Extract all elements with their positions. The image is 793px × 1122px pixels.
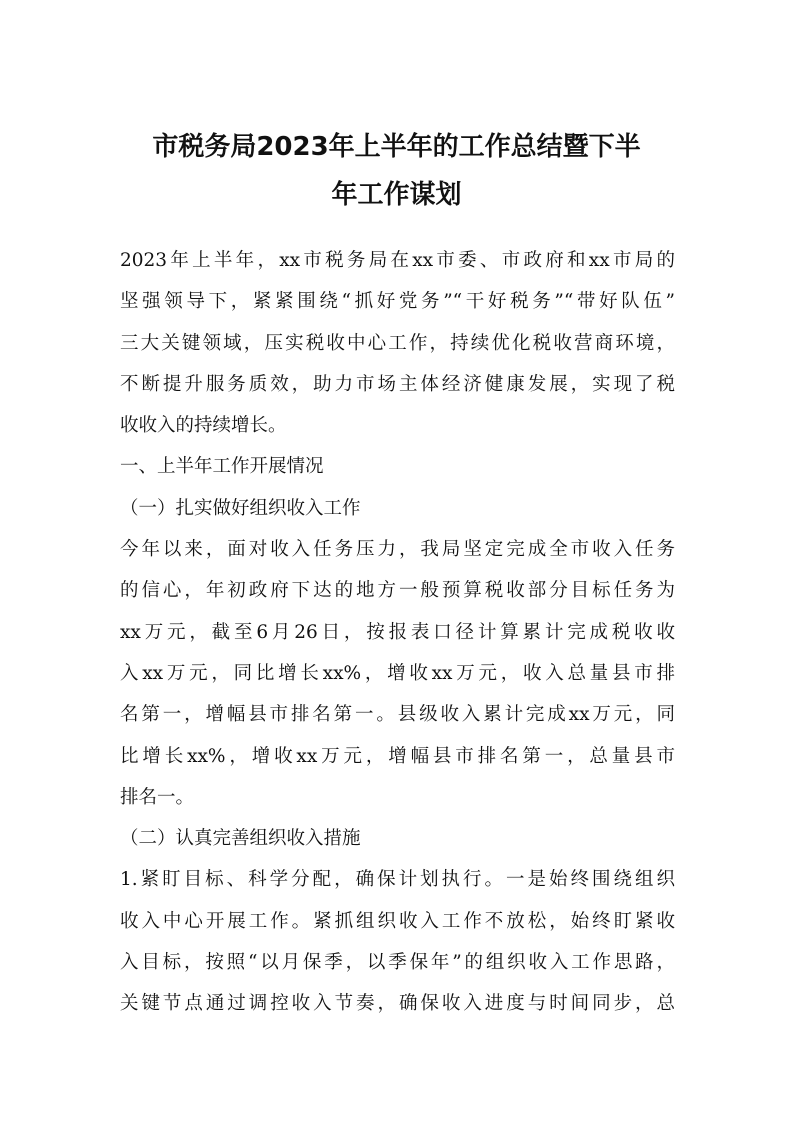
body-text-line: 收收入的持续增长。	[120, 415, 287, 437]
document-title-line-1: 市税务局2023年上半年的工作总结暨下半	[152, 132, 641, 162]
body-text-line: 不断提升服务质效，助力市场主体经济健康发展，实现了税	[120, 373, 675, 395]
body-text-line: 今年以来，面对收入任务压力，我局坚定完成全市收入任务	[120, 539, 675, 561]
body-text-line: （一）扎实做好组织收入工作	[120, 497, 361, 519]
body-text-line: 1.紧盯目标、科学分配，确保计划执行。一是始终围绕组织	[120, 869, 675, 891]
body-text-line: 比增长xx%，增收xx万元，增幅县市排名第一，总量县市	[120, 745, 675, 767]
body-text-line: 排名一。	[120, 786, 195, 808]
body-text-line: 名第一，增幅县市排名第一。县级收入累计完成xx万元，同	[120, 704, 675, 726]
body-text-line: 的信心，年初政府下达的地方一般预算税收部分目标任务为	[120, 580, 675, 602]
body-text-line: 收入中心开展工作。紧抓组织收入工作不放松，始终盯紧收	[120, 910, 675, 932]
body-text-line: 坚强领导下，紧紧围绕“抓好党务”“干好税务”“带好队伍”	[120, 291, 675, 313]
body-text-line: 入目标，按照“以月保季，以季保年”的组织收入工作思路，	[120, 952, 675, 974]
body-text-line: 三大关键领域，压实税收中心工作，持续优化税收营商环境，	[120, 332, 675, 354]
document-body	[120, 240, 675, 1025]
document-title-line-2: 年工作谋划	[331, 180, 462, 210]
body-text-line: 一、上半年工作开展情况	[120, 456, 324, 478]
body-text-line: 关键节点通过调控收入节奏，确保收入进度与时间同步，总	[120, 993, 675, 1015]
body-text-line: xx万元，截至6月26日，按报表口径计算累计完成税收收	[120, 621, 675, 643]
body-text-line: 入xx万元，同比增长xx%，增收xx万元，收入总量县市排	[120, 662, 675, 684]
body-text-line: （二）认真完善组织收入措施	[120, 828, 361, 850]
body-text-line: 2023年上半年，xx市税务局在xx市委、市政府和xx市局的	[120, 250, 675, 271]
